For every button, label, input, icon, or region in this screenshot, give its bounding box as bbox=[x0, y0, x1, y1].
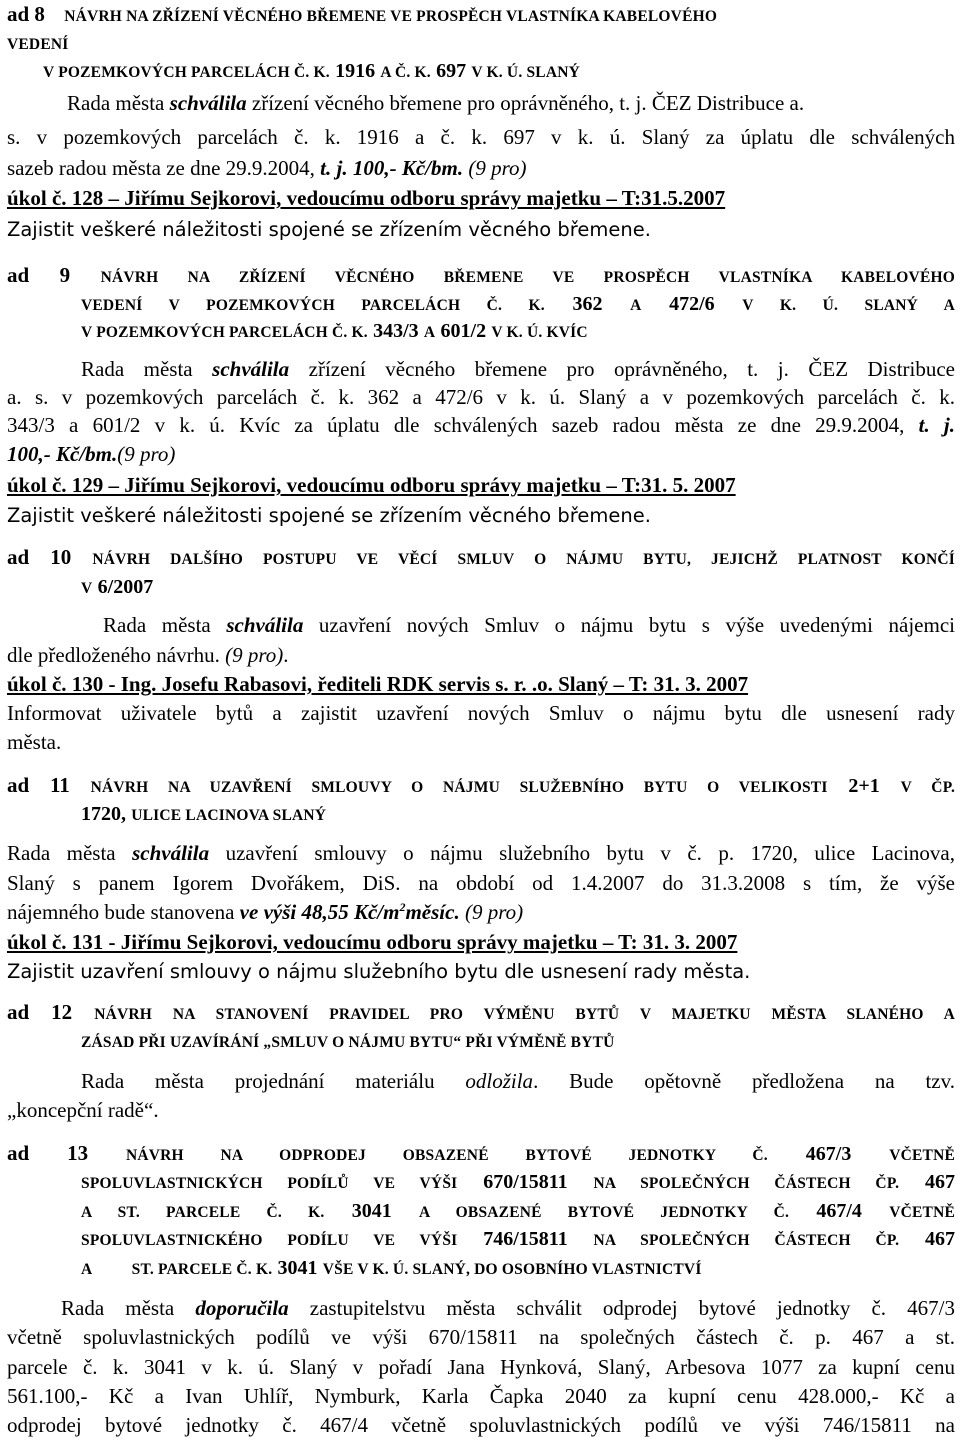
ad10-task-text-line1: Informovat uživatele bytů a zajistit uzavření nových Smluv o nájmu bytu dle usnesení rady bbox=[7, 701, 955, 725]
ad8-heading-line2: VEDENÍ bbox=[7, 36, 69, 53]
ad9-text-line1: Rada města schválila zřízení věcného břemene pro oprávněného, t. j. ČEZ Distribuce bbox=[81, 357, 955, 381]
ad13-heading-line5: A ST. PARCELE Č. K. 3041 VŠE V K. Ú. SLANÝ, DO OSOBNÍHO VLASTNICTVÍ bbox=[81, 1257, 702, 1279]
ad10-text-line1: Rada města schválila uzavření nových Smluv o nájmu bytu s výše uvedenými nájemci bbox=[103, 613, 955, 637]
ad8-task: úkol č. 128 – Jiřímu Sejkorovi, vedoucímu odboru správy majetku – T:31.5.2007 bbox=[7, 186, 726, 210]
ad13-text-line1: Rada města doporučila zastupitelstvu města schválit odprodej bytové jednotky č. 467/3 bbox=[61, 1296, 955, 1320]
ad10-task: úkol č. 130 - Ing. Josefu Rabasovi, řediteli RDK servis s. r. .o. Slaný – T: 31. 3. 2007 bbox=[7, 672, 749, 696]
ad9-heading-line1: ad 9 NÁVRH NA ZŘÍZENÍ VĚCNÉHO BŘEMENE VE PROSPĚCH VLASTNÍKA KABELOVÉHO bbox=[7, 263, 955, 287]
ad13-label: ad 13 bbox=[7, 1141, 89, 1165]
ad11-label: ad 11 bbox=[7, 773, 70, 797]
ad9-task: úkol č. 129 – Jiřímu Sejkorovi, vedoucímu odboru správy majetku – T:31. 5. 2007 bbox=[7, 473, 736, 497]
ad8-text-line3: sazeb radou města ze dne 29.9.2004, t. j. 100,- Kč/bm. (9 pro) bbox=[7, 156, 527, 180]
ad12-text-line2: „koncepční radě“. bbox=[7, 1098, 159, 1122]
ad9-text-line2: a. s. v pozemkových parcelách č. k. 362 a 472/6 v k. ú. Slaný a v pozemkových parcelách č. k. bbox=[7, 385, 955, 409]
ad13-heading-line3: A ST. PARCELE Č. K. 3041 A OBSAZENÉ BYTOVÉ JEDNOTKY Č. 467/4 VČETNĚ bbox=[81, 1200, 955, 1222]
ad9-text-line3: 343/3 a 601/2 v k. ú. Kvíc za úplatu dle schválených sazeb radou města ze dne 29.9.2004, t. j. bbox=[7, 413, 956, 437]
ad8-text-line1: Rada města schválila zřízení věcného břemene pro oprávněného, t. j. ČEZ Distribuce a. bbox=[67, 91, 805, 115]
ad11-text-line1: Rada města schválila uzavření smlouvy o nájmu služebního bytu v č. p. 1720, ulice Lacinova, bbox=[7, 841, 955, 865]
ad10-text-line2: dle předloženého návrhu. (9 pro). bbox=[7, 643, 289, 667]
ad13-text-line3: parcele č. k. 3041 v k. ú. Slaný v pořadí Jana Hynková, Slaný, Arbesova 1077 za kupní cenu bbox=[7, 1355, 955, 1379]
ad8-heading-line3: V POZEMKOVÝCH PARCELÁCH Č. K. 1916 A Č. K. 697 V K. Ú. SLANÝ bbox=[43, 60, 581, 82]
ad10-heading-line2: V 6/2007 bbox=[81, 576, 154, 598]
ad12-heading-line1: ad 12 NÁVRH NA STANOVENÍ PRAVIDEL PRO VÝMĚNU BYTŮ V MAJETKU MĚSTA SLANÉHO A bbox=[7, 1000, 956, 1024]
ad10-heading-line1: ad 10 NÁVRH DALŠÍHO POSTUPU VE VĚCÍ SMLUV O NÁJMU BYTU, JEJICHŽ PLATNOST KONČÍ bbox=[7, 545, 955, 569]
ad11-heading-line1: ad 11 NÁVRH NA UZAVŘENÍ SMLOUVY O NÁJMU SLUŽEBNÍHO BYTU O VELIKOSTI 2+1 V ČP. bbox=[7, 773, 956, 797]
ad10-task-text-line2: města. bbox=[7, 730, 62, 754]
ad9-text-line4: 100,- Kč/bm.(9 pro) bbox=[7, 442, 176, 466]
ad11-heading-line2: 1720, ULICE LACINOVA SLANÝ bbox=[81, 803, 327, 825]
ad12-text-line1: Rada města projednání materiálu odložila. Bude opětovně předložena na tzv. bbox=[81, 1069, 956, 1093]
ad12-heading-line2: ZÁSAD PŘI UZAVÍRÁNÍ „SMLUV O NÁJMU BYTU“ PŘI VÝMĚNĚ BYTŮ bbox=[81, 1034, 615, 1051]
ad13-text-line5: odprodej bytové jednotky č. 467/4 včetně spoluvlastnických podílů ve výši 746/15811 na bbox=[7, 1413, 955, 1437]
ad9-heading-line3: V POZEMKOVÝCH PARCELÁCH Č. K. 343/3 A 601/2 V K. Ú. KVÍC bbox=[81, 320, 588, 342]
ad11-text-line2: Slaný s panem Igorem Dvořákem, DiS. na období od 1.4.2007 do 31.3.2008 s tím, že výše bbox=[7, 871, 955, 895]
ad8-task-text: Zajistit veškeré náležitosti spojené se zřízením věcného břemene. bbox=[7, 218, 651, 241]
ad8-text-line2: s. v pozemkových parcelách č. k. 1916 a č. k. 697 v k. ú. Slaný za úplatu dle schválených bbox=[7, 125, 955, 149]
ad10-label: ad 10 bbox=[7, 545, 72, 569]
ad9-heading-line2: VEDENÍ V POZEMKOVÝCH PARCELÁCH Č. K. 362 A 472/6 V K. Ú. SLANÝ A bbox=[81, 293, 956, 315]
ad13-text-line4: 561.100,- Kč a Ivan Uhlíř, Nymburk, Karla Čapka 2040 za kupní cenu 428.000,- Kč a bbox=[7, 1384, 955, 1408]
ad13-text-line2: včetně spoluvlastnických podílů ve výši 670/15811 na společných částech č. p. 467 a st. bbox=[7, 1325, 955, 1349]
ad11-text-line3: nájemného bude stanovena ve výši 48,55 $Kč/m^2měsíc$. (9 pro) bbox=[7, 900, 524, 924]
ad11-task-text: Zajistit uzavření smlouvy o nájmu služebního bytu dle usnesení rady města. bbox=[7, 960, 751, 983]
ad13-heading-line4: SPOLUVLASTNICKÉHO PODÍLU VE VÝŠI 746/15811 NA SPOLEČNÝCH ČÁSTECH ČP. 467 bbox=[81, 1228, 956, 1250]
ad13-heading-line1: ad 13 NÁVRH NA ODPRODEJ OBSAZENÉ BYTOVÉ JEDNOTKY Č. 467/3 VČETNĚ bbox=[7, 1141, 956, 1165]
ad9-task-text: Zajistit veškeré náležitosti spojené se zřízením věcného břemene. bbox=[7, 504, 651, 527]
ad8-heading-line1: ad 8 NÁVRH NA ZŘÍZENÍ VĚCNÉHO BŘEMENE VE PROSPĚCH VLASTNÍKA KABELOVÉHO bbox=[7, 2, 718, 26]
ad13-heading-line2: SPOLUVLASTNICKÝCH PODÍLŮ VE VÝŠI 670/15811 NA SPOLEČNÝCH ČÁSTECH ČP. 467 bbox=[81, 1171, 955, 1193]
ad11-task: úkol č. 131 - Jiřímu Sejkorovi, vedoucímu odboru správy majetku – T: 31. 3. 2007 bbox=[7, 930, 738, 954]
ad9-label: ad 9 bbox=[7, 263, 71, 287]
ad8-label: ad 8 bbox=[7, 2, 45, 26]
ad12-label: ad 12 bbox=[7, 1000, 73, 1024]
